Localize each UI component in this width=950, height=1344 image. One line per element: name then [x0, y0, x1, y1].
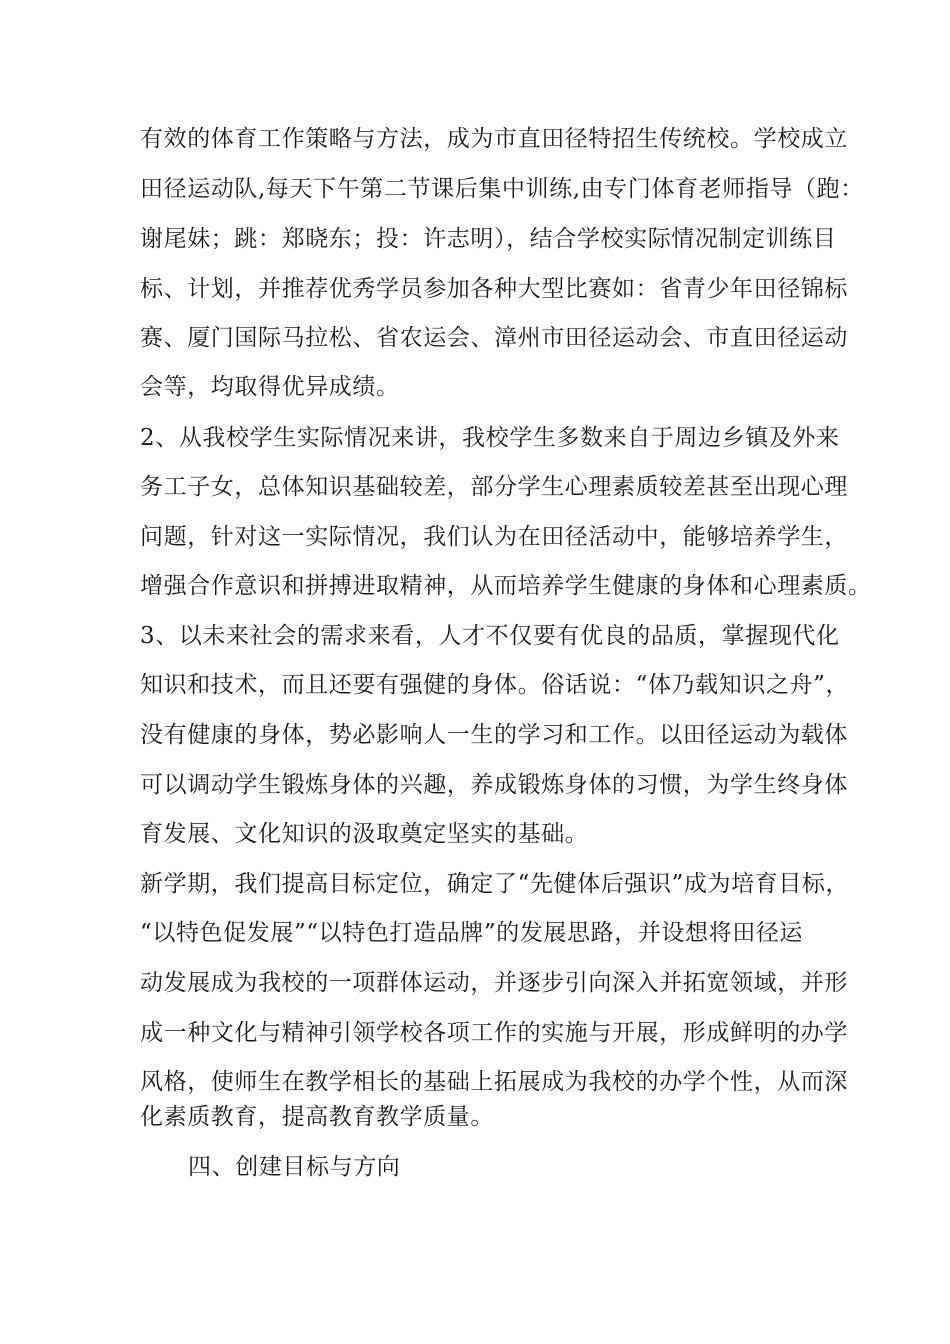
- text-line: 3、以未来社会的需求来看，人才不仅要有优良的品质，掌握现代化: [140, 623, 840, 649]
- text-line: 2、从我校学生实际情况来讲，我校学生多数来自于周边乡镇及外来: [140, 425, 840, 451]
- text-line: 田径运动队,每天下午第二节课后集中训练,由专门体育老师指导（跑：: [140, 176, 864, 202]
- text-line: 标、计划，并推荐优秀学员参加各种大型比赛如：省青少年田径锦标: [140, 276, 848, 302]
- text-line: 知识和技术，而且还要有强健的身体。俗话说：“体乃载知识之舟”，: [140, 672, 850, 698]
- text-line: 问题，针对这一实际情况，我们认为在田径活动中，能够培养学生，: [140, 524, 848, 550]
- text-line: 育发展、文化知识的汲取奠定坚实的基础。: [140, 821, 589, 847]
- text-line: 可以调动学生锻炼身体的兴趣，养成锻炼身体的习惯，为学生终身体: [140, 772, 848, 798]
- text-line: 新学期，我们提高目标定位，确定了“先健体后强识”成为培育目标，: [140, 871, 850, 897]
- section-heading: 四、创建目标与方向: [188, 1154, 401, 1180]
- text-line: 没有健康的身体，势必影响人一生的学习和工作。以田径运动为载体: [140, 722, 848, 748]
- text-line: 增强合作意识和拼搏进取精神，从而培养学生健康的身体和心理素质。: [140, 573, 872, 599]
- text-line: 务工子女，总体知识基础较差，部分学生心理素质较差甚至出现心理: [140, 474, 848, 500]
- text-line: 谢尾妹；跳：郑晓东；投：许志明），结合学校实际情况制定训练目: [140, 226, 837, 252]
- text-line: 成一种文化与精神引领学校各项工作的实施与开展，形成鲜明的办学: [140, 1020, 848, 1046]
- text-line: 风格，使师生在教学相长的基础上拓展成为我校的办学个性，从而深: [140, 1069, 848, 1095]
- text-line: 动发展成为我校的一项群体运动，并逐步引向深入并拓宽领域，并形: [140, 970, 848, 996]
- text-line: 化素质教育，提高教育教学质量。: [140, 1104, 494, 1130]
- text-line: 会等，均取得优异成绩。: [140, 374, 400, 400]
- text-line: 有效的体育工作策略与方法，成为市直田径特招生传统校。学校成立: [140, 126, 848, 152]
- text-line: “以特色促发展”“以特色打造品牌”的发展思路，并设想将田径运: [140, 920, 804, 946]
- text-line: 赛、厦门国际马拉松、省农运会、漳州市田径运动会、市直田径运动: [140, 325, 848, 351]
